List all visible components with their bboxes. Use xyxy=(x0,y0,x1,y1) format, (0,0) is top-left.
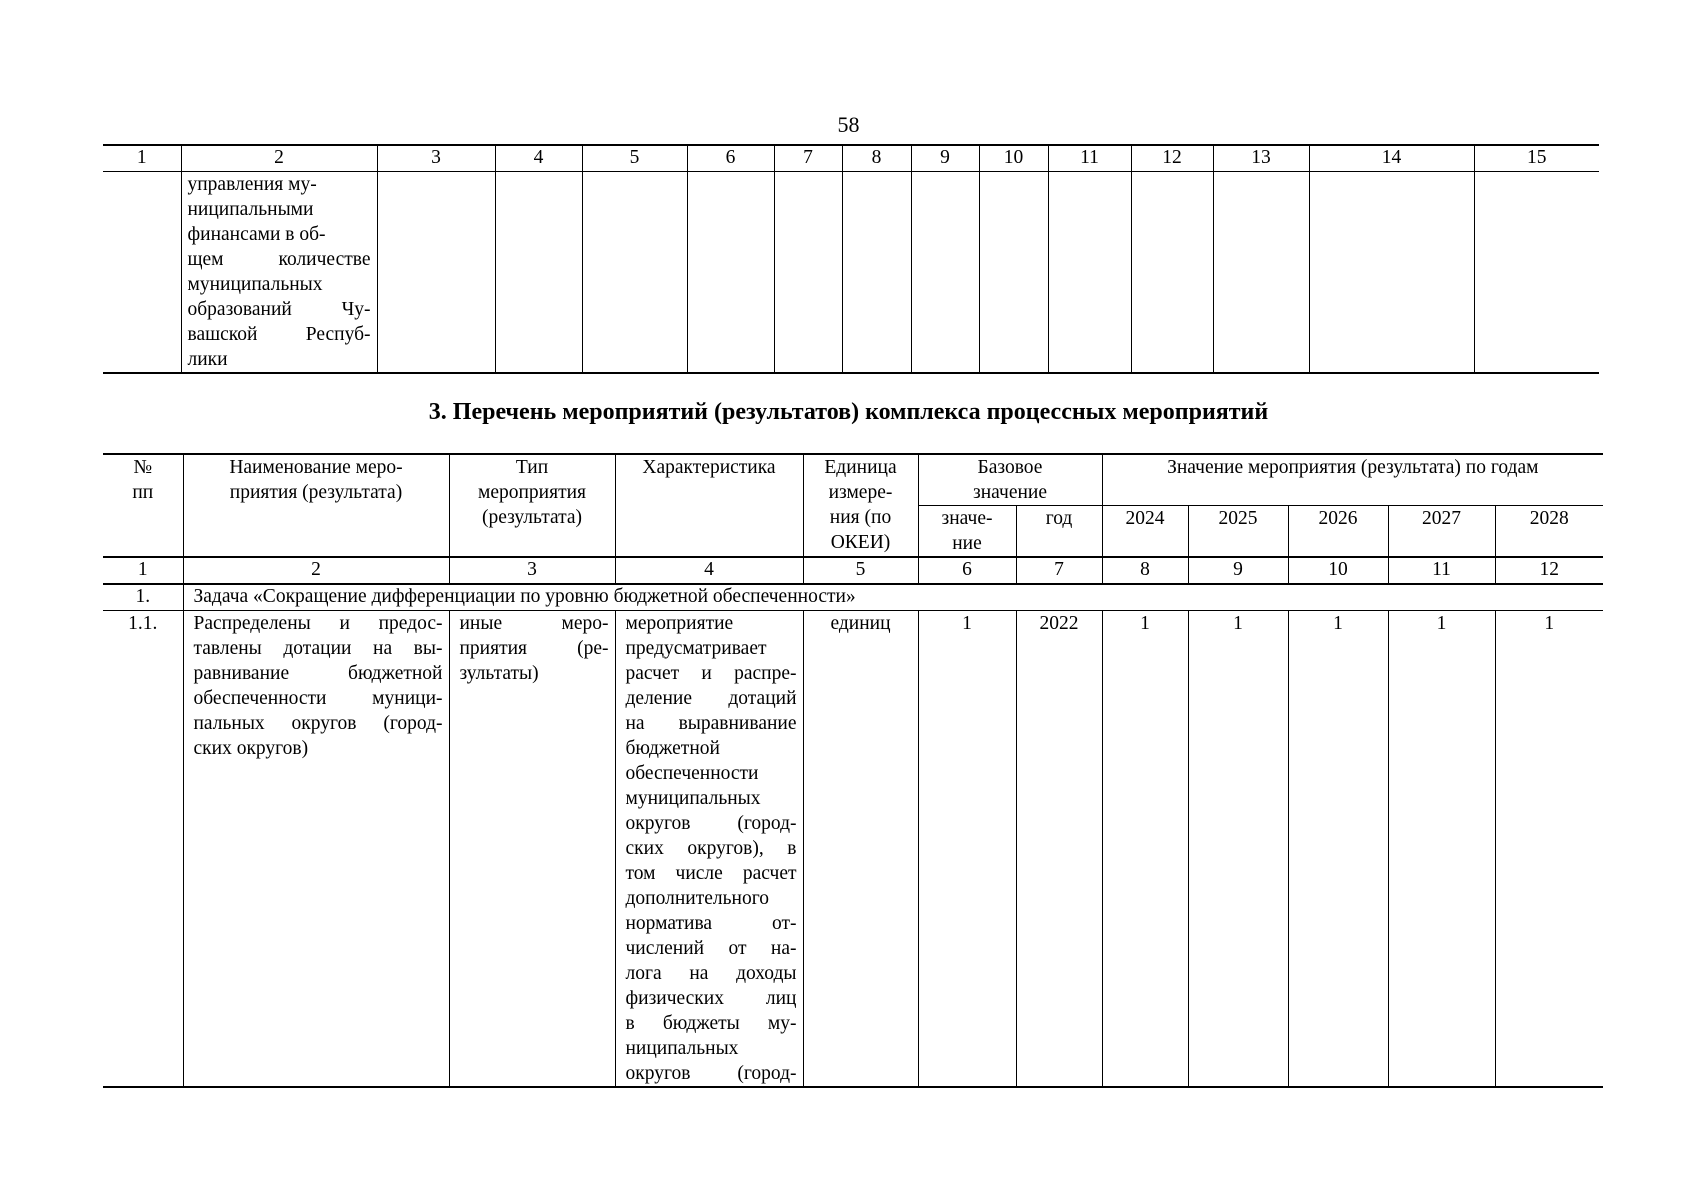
text-line: ских округов) xyxy=(193,738,309,759)
value-2024-cell: 1 xyxy=(1102,611,1188,1088)
text-line: приятия (ре- xyxy=(459,638,609,659)
text-line: округов (город- xyxy=(625,813,797,834)
text-line: в бюджеты му- xyxy=(625,1013,797,1034)
header-year: 2028 xyxy=(1495,506,1603,558)
measures-table xyxy=(103,453,1603,1088)
value-2026-cell: 1 xyxy=(1288,611,1388,1088)
text-line: муниципальных xyxy=(187,274,323,295)
header-type: Тип мероприятия (результата) xyxy=(449,454,615,557)
text-line: финансами в об- xyxy=(187,224,326,245)
text-line: управления му- xyxy=(187,174,317,195)
header-year: 2027 xyxy=(1388,506,1495,558)
text-line: обеспеченности xyxy=(625,763,759,784)
column-number: 14 xyxy=(1309,145,1474,172)
value-2027-cell: 1 xyxy=(1388,611,1495,1088)
header-row xyxy=(103,454,1603,506)
indicator-name-cell xyxy=(181,172,377,374)
column-number: 12 xyxy=(1495,557,1603,584)
section-title: 3. Перечень мероприятий (результатов) комплекса процессных мероприятий xyxy=(428,399,1269,425)
measure-type-cell xyxy=(449,611,615,1088)
header-year: 2026 xyxy=(1288,506,1388,558)
text-line: образований Чу- xyxy=(187,299,371,320)
column-number: 6 xyxy=(687,145,774,172)
header-values-by-year: Значение мероприятия (результата) по годам xyxy=(1102,454,1603,506)
text-line: физических лиц xyxy=(625,988,797,1009)
text-line: зультаты) xyxy=(459,663,539,684)
value-2028-cell: 1 xyxy=(1495,611,1603,1088)
column-number: 1 xyxy=(103,557,183,584)
header-characteristic: Характеристика xyxy=(615,454,803,557)
column-number: 11 xyxy=(1048,145,1131,172)
header-name: Наименование меро- приятия (результата) xyxy=(183,454,449,557)
text-line: том числе расчет xyxy=(625,863,797,884)
text-line: числений от на- xyxy=(625,938,797,959)
column-number: 9 xyxy=(911,145,979,172)
header-base: Базовое значение xyxy=(918,454,1102,506)
text-line: равнивание бюджетной xyxy=(193,663,443,684)
header-base-value: значе- ние xyxy=(918,506,1016,558)
text-line: обеспеченности муници- xyxy=(193,688,443,709)
column-number: 4 xyxy=(495,145,582,172)
text-line: на выравнивание xyxy=(625,713,797,734)
column-number: 11 xyxy=(1388,557,1495,584)
text-line: тавлены дотации на вы- xyxy=(193,638,443,659)
text-line: лога на доходы xyxy=(625,963,797,984)
column-number: 3 xyxy=(449,557,615,584)
measure-name-cell xyxy=(183,611,449,1088)
column-number: 1 xyxy=(103,145,181,172)
header-num: № пп xyxy=(103,454,183,557)
text-line: предусматривает xyxy=(625,638,767,659)
header-year: 2025 xyxy=(1188,506,1288,558)
column-number: 7 xyxy=(1016,557,1102,584)
text-line: бюджетной xyxy=(625,738,720,759)
base-value-cell: 1 xyxy=(918,611,1016,1088)
column-number: 10 xyxy=(979,145,1048,172)
page-number: 58 xyxy=(837,112,860,137)
task-number: 1. xyxy=(103,584,183,611)
column-number: 2 xyxy=(183,557,449,584)
header-year: 2024 xyxy=(1102,506,1188,558)
column-number: 3 xyxy=(377,145,495,172)
text-line: расчет и распре- xyxy=(625,663,797,684)
base-year-cell: 2022 xyxy=(1016,611,1102,1088)
column-number: 13 xyxy=(1213,145,1309,172)
text-line: лики xyxy=(187,349,228,370)
column-number-row xyxy=(103,145,1599,172)
continued-indicators-table xyxy=(103,144,1599,374)
text-line: дополнительного xyxy=(625,888,769,909)
text-line: пальных округов (город- xyxy=(193,713,443,734)
text-line: округов (город- xyxy=(625,1063,797,1084)
column-number: 8 xyxy=(1102,557,1188,584)
text-line: ских округов), в xyxy=(625,838,797,859)
column-number: 5 xyxy=(582,145,687,172)
column-number: 5 xyxy=(803,557,918,584)
text-line: муниципальных xyxy=(625,788,761,809)
table-row xyxy=(103,611,1603,1088)
column-number: 15 xyxy=(1474,145,1599,172)
task-text: Задача «Сокращение дифференциации по уровню бюджетной обеспеченности» xyxy=(183,584,1603,611)
column-number: 4 xyxy=(615,557,803,584)
column-number: 9 xyxy=(1188,557,1288,584)
text-line: ниципальными xyxy=(187,199,314,220)
table-row xyxy=(103,172,1599,374)
column-number: 12 xyxy=(1131,145,1213,172)
column-number-row xyxy=(103,557,1603,584)
column-number: 8 xyxy=(842,145,911,172)
header-unit: Единица измере- ния (по ОКЕИ) xyxy=(803,454,918,557)
text-line: норматива от- xyxy=(625,913,797,934)
text-line: мероприятие xyxy=(625,613,734,634)
text-line: деление дотаций xyxy=(625,688,797,709)
value-2025-cell: 1 xyxy=(1188,611,1288,1088)
column-number: 7 xyxy=(774,145,842,172)
unit-cell: единиц xyxy=(803,611,918,1088)
text-line: иные меро- xyxy=(459,613,609,634)
row-number: 1.1. xyxy=(103,611,183,1088)
characteristic-cell xyxy=(615,611,803,1088)
column-number: 6 xyxy=(918,557,1016,584)
column-number: 10 xyxy=(1288,557,1388,584)
column-number: 2 xyxy=(181,145,377,172)
task-row xyxy=(103,584,1603,611)
text-line: вашской Респуб- xyxy=(187,324,371,345)
text-line: Распределены и предос- xyxy=(193,613,443,634)
text-line: ниципальных xyxy=(625,1038,739,1059)
header-base-year: год xyxy=(1016,506,1102,558)
text-line: щем количестве xyxy=(187,249,371,270)
